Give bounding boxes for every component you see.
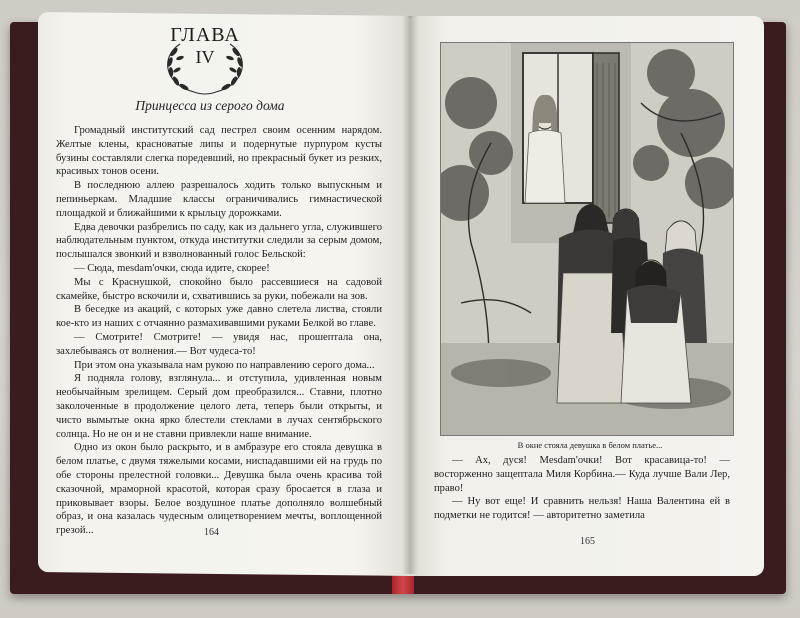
right-page-text (434, 454, 730, 523)
paragraph: Едва девочки разбрелись по саду, как из дальнего угла, служившего наблюдательным пунктом, откуда институтки следили за серым домом, послышался звонкий и взволнованный голос Бельской: (56, 221, 382, 261)
paragraph: — Ах, дуся! Mesdam'очки! Вот красавица-то! — восторженно защептала Миля Корбина.— Куда лучше Вали Лер, право! (434, 455, 730, 494)
paragraph: Одно из окон было раскрыто, и в амбразуре его стояла девушка в белом платье, с двумя тяжелыми косами, ниспадавшими ей на грудь по обе стороны прелестной головки... Девушка была очень красива той сказочной, мраморной красотой, которая сразу бросается в глаза и приковывает взоры. Белое воздушное платье дополняло волшебный образ, и она казалась чудесным олицетворением мечты, воплощенной грезой... (56, 442, 382, 537)
illustration (440, 42, 734, 436)
chapter-word: ГЛАВА (170, 24, 240, 46)
page-number-right: 165 (580, 536, 595, 547)
engraving-illustration-icon (441, 43, 733, 435)
chapter-subtitle: Принцесса из серого дома (135, 98, 285, 113)
paragraph: Мы с Краснушкой, спокойно было рассевшиеся на садовой скамейке, быстро вскочили и, схватившись за руки, побежали на зов. (56, 276, 382, 302)
paragraph: При этом она указывала нам рукою по направлению серого дома... (74, 359, 375, 371)
paragraph: — Сюда, mesdam'очки, сюда идите, скорее! (74, 262, 270, 274)
left-page-text (56, 124, 382, 538)
book-gutter (402, 16, 418, 574)
paragraph: В последнюю аллею разрешалось ходить только выпускным и пепиньеркам. Младшие классы ограничивались гимнастической площадкой и ближайшими к крыльцу дорожками. (56, 180, 382, 219)
paragraph: Я подняла голову, взглянула... и отступила, удивленная новым необычайным зрелищем. Серый дом преобразился... Ставни, плотно заколоченные в продолжение целого лета, теперь были открыты, и чисто вымытые окна ярко блестели стеклами в лучах сентябрьского солнца. Но не он и не ставни привлекли наше внимание. (56, 373, 382, 440)
paragraph: Громадный институтский сад пестрел своим осенним нарядом. Желтые клены, красноватые липы и подернутые пурпуром кусты бузины составляли слегка поредевший, но прекрасный букет из резких, красивых тонов осени. (56, 125, 382, 178)
illustration-caption: В окне стояла девушка в белом платье... (517, 440, 663, 450)
page-number-left: 164 (204, 527, 219, 538)
paragraph: — Ну вот еще! И сравнить нельзя! Наша Валентина ей в подметки не годится! — авторитетно заметила (434, 496, 730, 522)
paragraph: В беседке из акаций, с которых уже давно слетела листва, стояли кое-кто из наших с отчаянно размахивавшими руками Белкой во главе. (56, 304, 382, 330)
laurel-wreath-icon (150, 22, 260, 102)
chapter-number: IV (195, 47, 215, 67)
paragraph: — Смотрите! Смотрите! — увидя нас, прошептала она, захлебываясь от волнения.— Вот чудеса-то! (56, 331, 382, 357)
chapter-heading (150, 22, 260, 102)
